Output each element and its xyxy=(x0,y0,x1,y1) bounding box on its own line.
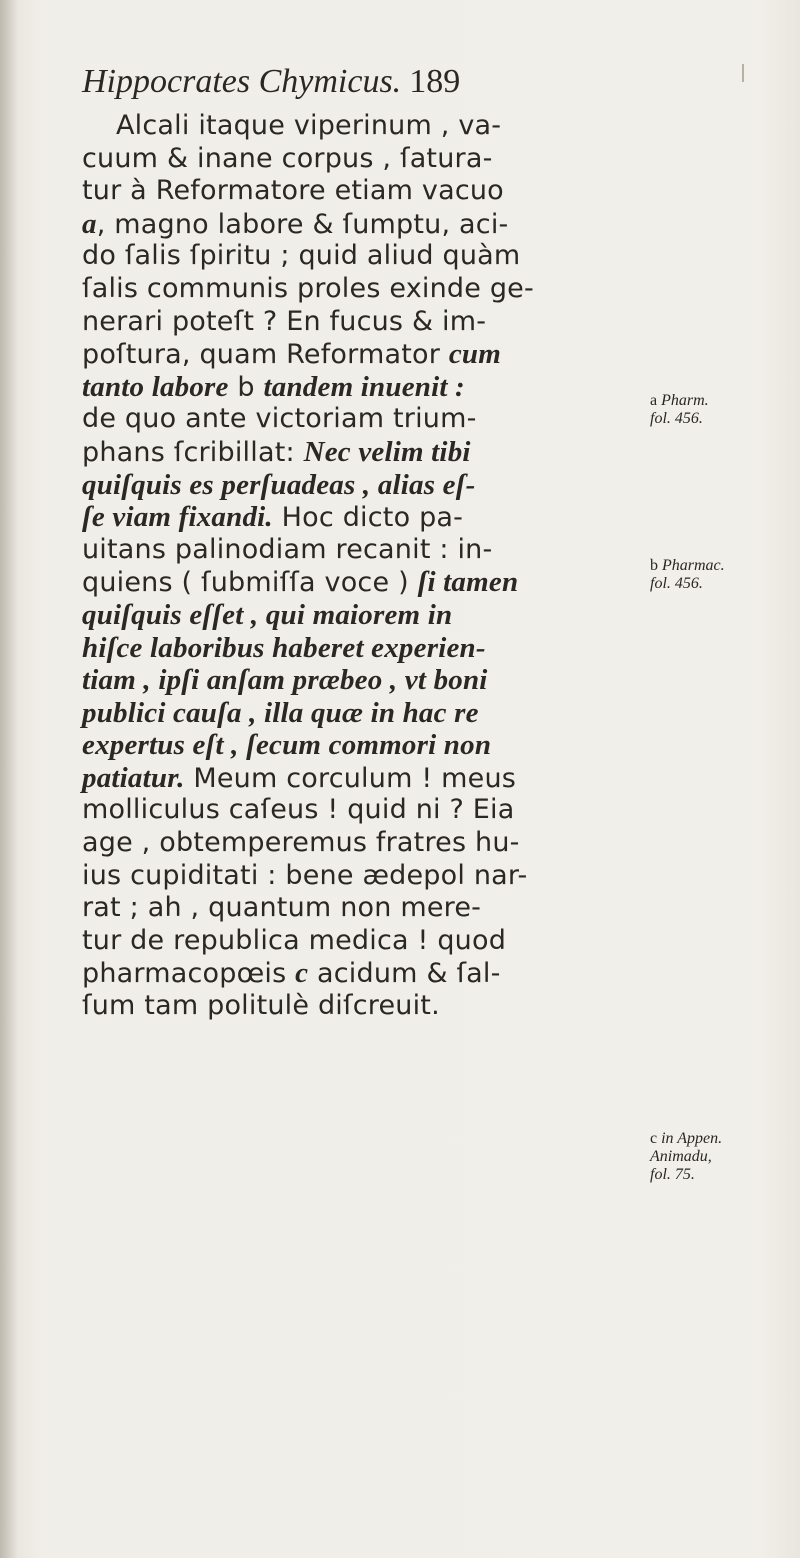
text-line xyxy=(82,273,622,306)
text-line xyxy=(82,306,622,339)
text-line xyxy=(82,957,622,990)
note-reference: in Appen. xyxy=(657,1130,723,1147)
italic-run: tandem inuenit : xyxy=(263,370,465,403)
italic-run: ſe viam fixandi. xyxy=(82,501,273,534)
text-run: uitans palinodiam recanit : in- xyxy=(82,533,493,565)
text-line xyxy=(82,697,622,730)
text-run: molliculus caſeus ! quid ni ? Eia xyxy=(82,794,515,826)
margin-note-a xyxy=(650,392,800,428)
text-line xyxy=(82,925,622,958)
note-folio: fol. 456. xyxy=(650,575,703,592)
text-line xyxy=(82,501,622,534)
italic-run: hiſce laboribus haberet experien- xyxy=(82,631,486,664)
text-line xyxy=(82,794,622,827)
text-line xyxy=(82,143,622,176)
note-reference: Pharm. xyxy=(657,392,709,409)
text-run: acidum & ſal- xyxy=(308,958,501,990)
text-line xyxy=(82,729,622,762)
text-run: tur à Reformatore etiam vacuo xyxy=(82,175,504,207)
running-title: Hippocrates Chymicus. xyxy=(82,63,402,100)
text-line xyxy=(82,632,622,665)
text-run: do ſalis ſpiritu ; quid aliud quàm xyxy=(82,240,521,272)
italic-run: a xyxy=(82,207,97,240)
text-line xyxy=(82,436,622,469)
italic-run: patiatur. xyxy=(82,761,185,794)
text-line xyxy=(82,566,622,599)
text-run: b xyxy=(228,371,264,403)
page-number: 189 xyxy=(409,63,461,100)
text-line xyxy=(82,599,622,632)
note-reference-cont: Animadu, xyxy=(650,1148,712,1165)
italic-run: quiſquis eſſet , qui maiorem in xyxy=(82,598,453,631)
italic-run: c xyxy=(295,957,309,990)
italic-run: tanto labore xyxy=(82,370,229,403)
text-line xyxy=(82,892,622,925)
margin-note-b xyxy=(650,557,800,593)
text-run: rat ; ah , quantum non mere- xyxy=(82,892,482,924)
text-run: de quo ante victoriam trium- xyxy=(82,403,477,435)
text-run: nerari poteſt ? En fucus & im- xyxy=(82,305,487,337)
text-line xyxy=(82,469,622,502)
note-mark: a xyxy=(650,392,658,409)
text-run: Meum corculum ! meus xyxy=(184,762,517,794)
italic-run: ſi tamen xyxy=(417,566,519,599)
text-run: quiens ( ſubmiſſa voce ) xyxy=(82,567,418,599)
text-line xyxy=(82,110,622,143)
note-folio: fol. 75. xyxy=(650,1166,695,1183)
text-run: ſum tam politulè diſcreuit. xyxy=(82,990,440,1022)
main-text-block xyxy=(82,110,622,1023)
text-line xyxy=(82,664,622,697)
text-run: cuum & inane corpus , ſatura- xyxy=(82,142,493,174)
binding-gutter-shadow xyxy=(0,0,18,1558)
text-run: , magno labore & ſumptu, aci- xyxy=(96,208,509,240)
text-line xyxy=(82,990,622,1023)
text-run: ſalis communis proles exinde ge- xyxy=(82,272,534,304)
text-line xyxy=(82,175,622,208)
text-line xyxy=(82,860,622,893)
text-line xyxy=(82,403,622,436)
text-run: Alcali itaque viperinum , va- xyxy=(116,110,502,141)
italic-run: quiſquis es perſuadeas , alias eſ- xyxy=(82,468,476,501)
text-run: ius cupiditati : bene ædepol nar- xyxy=(82,859,528,891)
italic-run: cum xyxy=(448,338,501,371)
text-line xyxy=(82,534,622,567)
text-run: poſtura, quam Reformator xyxy=(82,339,449,371)
text-line xyxy=(82,762,622,795)
text-run: Hoc dicto pa- xyxy=(272,502,464,534)
text-line xyxy=(82,208,622,241)
note-reference: Pharmac. xyxy=(658,557,725,574)
text-line xyxy=(82,240,622,273)
italic-run: publici cauſa , illa quæ in hac re xyxy=(82,696,479,729)
text-run: phans ſcribillat: xyxy=(82,436,304,468)
note-folio: fol. 456. xyxy=(650,410,703,427)
margin-note-c xyxy=(650,1130,800,1184)
text-line xyxy=(82,338,622,371)
marginal-notes xyxy=(650,0,800,1558)
text-run: tur de republica medica ! quod xyxy=(82,924,507,956)
note-mark: b xyxy=(650,557,658,574)
text-run: pharmacopœis xyxy=(82,958,296,990)
note-mark: c xyxy=(650,1130,658,1147)
italic-run: Nec velim tibi xyxy=(303,435,471,468)
italic-run: tiam , ipſi anſam præbeo , vt boni xyxy=(82,664,488,697)
text-run: age , obtemperemus fratres hu- xyxy=(82,827,520,859)
text-line xyxy=(82,827,622,860)
running-header xyxy=(82,60,602,104)
italic-run: expertus eſt , ſecum commori non xyxy=(82,729,492,762)
text-line xyxy=(82,371,622,404)
